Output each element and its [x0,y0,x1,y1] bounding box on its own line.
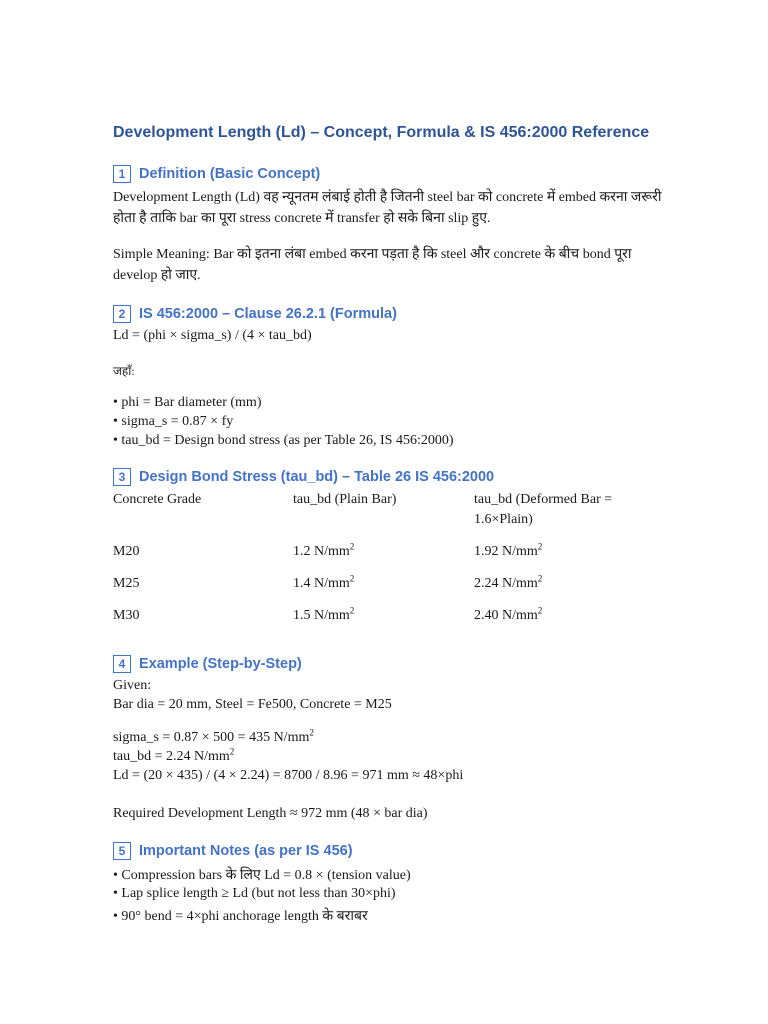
section-3-heading [113,468,494,486]
table-cell-deformed: 2.24 $N/mm^2$ [474,573,543,591]
table-cell-grade: M25 [113,576,140,591]
bullet-item: • sigma_s = 0.87 × fy [113,414,234,429]
ld-calculation: Ld = (20 × 435) / (4 × 2.24) = 8700 / 8.96 = 971 mm ≈ 48×phi [113,768,464,783]
table-header-plain: tau_bd (Plain Bar) [293,492,397,507]
bullet-item: • 90° bend = 4×phi anchorage length के बराबर [113,909,368,924]
section-4-heading [113,655,302,673]
bullet-item: • Compression bars के लिए Ld = 0.8 × (tension value) [113,868,411,883]
sigma-calculation: sigma_s = 0.87 × 500 = 435 $N/mm^2$ [113,727,314,745]
table-cell-deformed: 2.40 $N/mm^2$ [474,605,543,623]
section-number: 1 [113,165,131,183]
section-1-heading [113,165,320,183]
simple-meaning-paragraph: Simple Meaning: Bar को इतना लंबा embed करना पड़ता है कि steel और concrete के बीच bond पूरा develop हो जाए. [113,247,632,283]
document-title: Development Length (Ld) – Concept, Formula & IS 456:2000 Reference [113,124,650,141]
table-cell-grade: M30 [113,608,140,623]
tau-value: tau_bd = 2.24 $N/mm^2$ [113,746,235,764]
section-title: Definition (Basic Concept) [139,166,321,182]
given-values: Bar dia = 20 mm, Steel = Fe500, Concrete = M25 [113,697,392,712]
table-cell-deformed: 1.92 $N/mm^2$ [474,541,543,559]
required-length: Required Development Length ≈ 972 mm (48 × bar dia) [113,806,428,821]
section-title: Example (Step-by-Step) [139,656,302,672]
bullet-item: • tau_bd = Design bond stress (as per Table 26, IS 456:2000) [113,433,454,448]
section-number: 3 [113,468,131,486]
table-header-grade: Concrete Grade [113,492,202,507]
section-title: IS 456:2000 – Clause 26.2.1 (Formula) [139,306,397,322]
table-cell-plain: 1.5 $N/mm^2$ [293,605,355,623]
table-cell-plain: 1.2 $N/mm^2$ [293,541,355,559]
section-title: Important Notes (as per IS 456) [139,843,353,859]
section-number: 2 [113,305,131,323]
table-cell-plain: 1.4 $N/mm^2$ [293,573,355,591]
section-2-heading [113,305,397,323]
section-5-heading [113,842,353,860]
table-cell-grade: M20 [113,544,140,559]
given-label: Given: [113,678,152,693]
definition-paragraph: Development Length (Ld) वह न्यूनतम लंबाई होती है जितनी steel bar को concrete में embed करना जरूरी होता है ताकि bar का पूरा stress concrete में transfer हो सके बिना slip हुए. [113,190,662,226]
table-header-deformed: tau_bd (Deformed Bar = 1.6×Plain) [474,492,613,527]
section-title: Design Bond Stress (tau_bd) – Table 26 IS 456:2000 [139,469,495,485]
section-number: 4 [113,655,131,673]
formula-text: Ld = (phi × sigma_s) / (4 × tau_bd) [113,328,312,343]
where-label: जहाँ: [113,364,135,378]
bullet-item: • phi = Bar diameter (mm) [113,395,262,410]
bullet-item: • Lap splice length ≥ Ld (but not less than 30×phi) [113,886,396,901]
section-number: 5 [113,842,131,860]
